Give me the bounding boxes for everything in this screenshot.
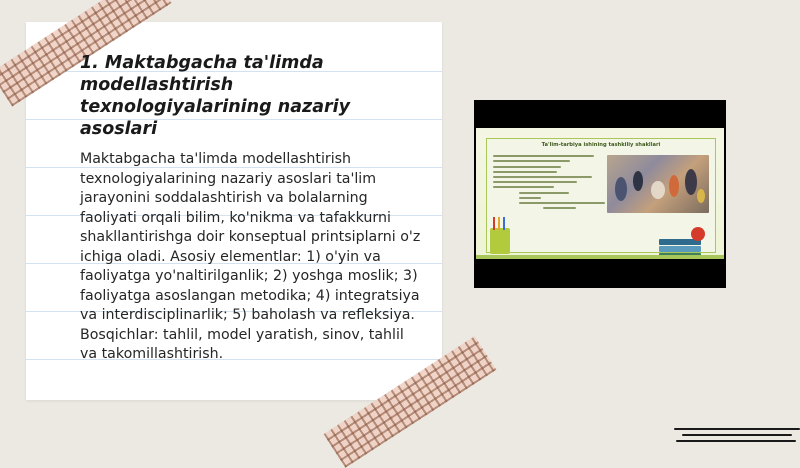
photo-figure [615, 177, 627, 201]
slide-text-line [519, 197, 541, 199]
photo-figure [685, 169, 697, 195]
slide-bullet-list [493, 152, 603, 212]
photo-figure [697, 189, 705, 203]
slide-text-line [519, 192, 569, 194]
page-title: 1. Maktabgacha ta'limda modellashtirish texnologiyalarining nazariy asoslari [80, 53, 351, 139]
pencil-cup-icon [490, 228, 510, 254]
slide-image [474, 100, 726, 288]
slide-text-line [493, 176, 592, 178]
apple-icon [691, 227, 705, 241]
slide-text-line [493, 186, 554, 188]
slide-text-line [493, 166, 561, 168]
slide-text-line [493, 171, 557, 173]
slide-text-line [493, 155, 594, 157]
slide-frame [486, 138, 716, 253]
slide-text-line [519, 202, 605, 204]
classroom-photo [607, 155, 709, 213]
slide-content [476, 128, 724, 259]
photo-figure [669, 175, 679, 197]
slide-title: Ta'lim-tarbiya ishining tashkiliy shakllari [541, 142, 661, 148]
decorative-lines [674, 424, 800, 446]
slide-text-line [493, 160, 570, 162]
photo-figure [633, 171, 643, 191]
slide-bottom-bar [476, 255, 724, 259]
body-paragraph: Maktabgacha ta'limda modellashtirish texnologiyalarining nazariy asoslari ta'lim jarayonini soddalashtirish va bolalarning faoliyati orqali bilim, ko'nikma va tafakkurni shakllantirishga doir konseptual printsiplarni o'z ichiga oladi. Asosiy elementlar: 1) o'yin va faoliyatga yo'naltirilganlik; 2) yoshga moslik; 3) faoliyatga asoslangan metodika; 4) integratsiya va interdisciplinarlik; 5) baholash va refleksiya. Bosqichlar: tahlil, model yaratish, sinov, tahlil va takomillashtirish. [80, 151, 421, 362]
slide-text-line [543, 207, 576, 209]
photo-figure [651, 181, 665, 199]
slide-text-line [493, 181, 577, 183]
